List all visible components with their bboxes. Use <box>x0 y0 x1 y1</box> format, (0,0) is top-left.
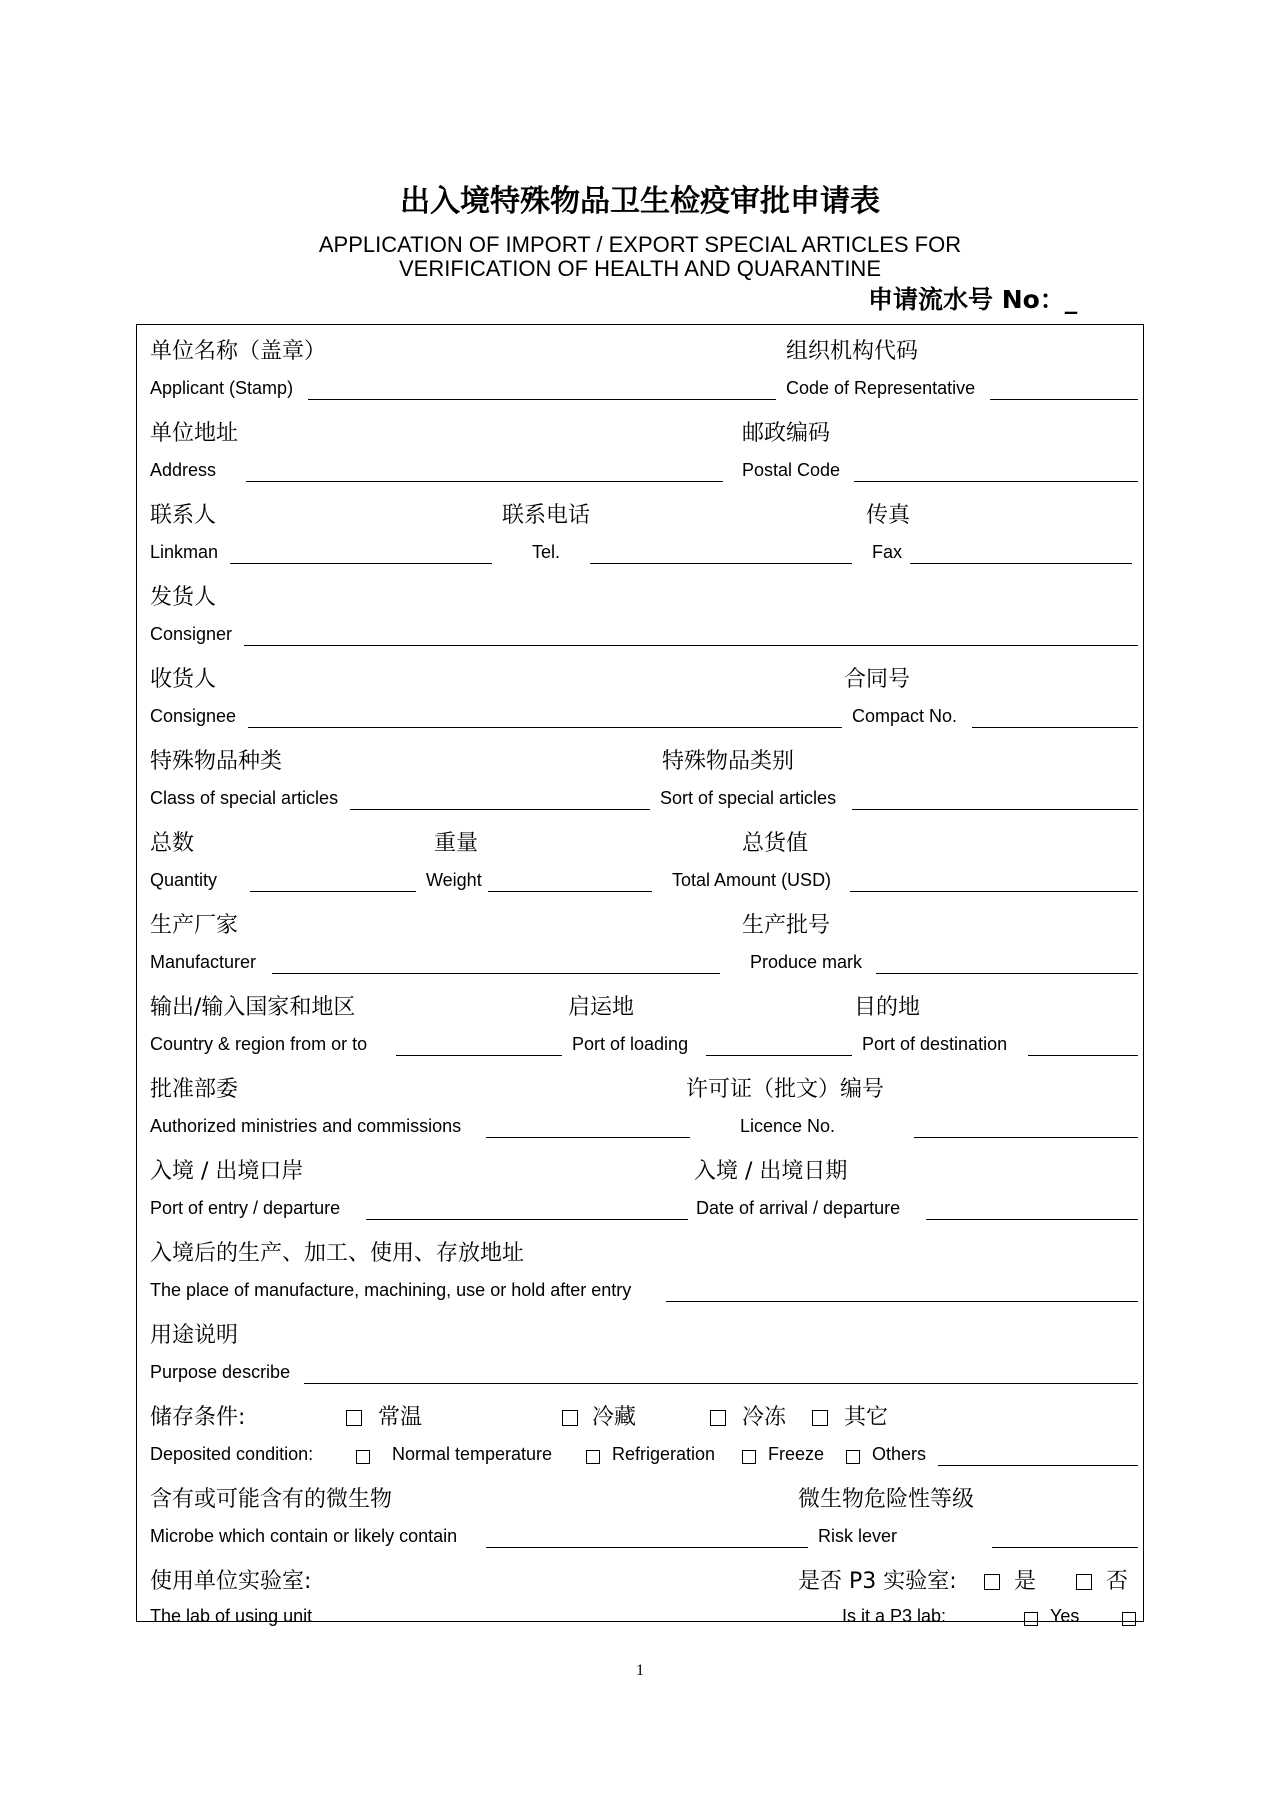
refrigeration-label-zh: 冷藏 <box>592 1405 637 1430</box>
normal-temp-checkbox[interactable] <box>356 1450 370 1464</box>
destination-label-zh: 目的地 <box>854 995 921 1020</box>
sort-label-zh: 特殊物品类别 <box>662 749 795 774</box>
port-entry-label-zh: 入境 / 出境口岸 <box>150 1159 304 1184</box>
consigner-label-zh: 发货人 <box>150 585 217 610</box>
date-arrival-label-en: Date of arrival / departure <box>696 1198 901 1218</box>
others-checkbox-zh[interactable] <box>812 1410 828 1426</box>
weight-field[interactable] <box>488 891 652 892</box>
consignee-label-en: Consignee <box>150 706 237 726</box>
consigner-label-en: Consigner <box>150 624 233 644</box>
destination-field[interactable] <box>1028 1055 1138 1056</box>
microbe-label-zh: 含有或可能含有的微生物 <box>150 1487 393 1512</box>
consignee-field[interactable] <box>248 727 842 728</box>
postal-field[interactable] <box>854 481 1138 482</box>
destination-label-en: Port of destination <box>862 1034 1008 1054</box>
microbe-label-en: Microbe which contain or likely contain <box>150 1526 458 1546</box>
purpose-label-en: Purpose describe <box>150 1362 291 1382</box>
date-arrival-field[interactable] <box>926 1219 1138 1220</box>
licence-label-zh: 许可证（批文）编号 <box>686 1077 885 1102</box>
compact-field[interactable] <box>972 727 1138 728</box>
compact-label-en: Compact No. <box>852 706 958 726</box>
subtitle-line-1: APPLICATION OF IMPORT / EXPORT SPECIAL ARTICLES FOR <box>318 232 962 257</box>
others-label-en: Others <box>872 1444 927 1464</box>
licence-label-en: Licence No. <box>740 1116 836 1136</box>
p3-label-en: Is it a P3 lab: <box>842 1606 947 1626</box>
page-number: 1 <box>636 1662 644 1679</box>
total-label-zh: 总货值 <box>742 831 809 856</box>
total-label-en: Total Amount (USD) <box>672 870 832 890</box>
applicant-field[interactable] <box>308 399 776 400</box>
p3-no-checkbox-zh[interactable] <box>1076 1574 1092 1590</box>
tel-label-en: Tel. <box>532 542 561 562</box>
loading-label-zh: 启运地 <box>568 995 635 1020</box>
serial-number-label: 申请流水号 No：_ <box>868 285 1078 314</box>
loading-field[interactable] <box>706 1055 852 1056</box>
date-arrival-label-zh: 入境 / 出境日期 <box>694 1159 848 1184</box>
freeze-checkbox-zh[interactable] <box>710 1410 726 1426</box>
address-label-zh: 单位地址 <box>150 421 239 446</box>
country-field[interactable] <box>396 1055 562 1056</box>
freeze-label-zh: 冷冻 <box>742 1405 787 1430</box>
authorized-label-en: Authorized ministries and commissions <box>150 1116 462 1136</box>
subtitle-line-2: VERIFICATION OF HEALTH AND QUARANTINE <box>398 256 881 281</box>
normal-temp-label-zh: 常温 <box>378 1405 423 1430</box>
produce-mark-field[interactable] <box>876 973 1138 974</box>
produce-mark-label-zh: 生产批号 <box>742 913 831 938</box>
applicant-label-en: Applicant (Stamp) <box>150 378 294 398</box>
p3-label-zh: 是否 P3 实验室: <box>798 1569 957 1594</box>
purpose-label-zh: 用途说明 <box>150 1323 239 1348</box>
risk-field[interactable] <box>992 1547 1138 1548</box>
deposited-label-zh: 储存条件: <box>150 1405 246 1430</box>
fax-label-zh: 传真 <box>866 503 911 528</box>
p3-no-checkbox[interactable] <box>1122 1612 1136 1626</box>
refrigeration-checkbox[interactable] <box>586 1450 600 1464</box>
manufacturer-label-en: Manufacturer <box>150 952 257 972</box>
produce-mark-label-en: Produce mark <box>750 952 863 972</box>
lab-label-zh: 使用单位实验室: <box>150 1569 312 1594</box>
loading-label-en: Port of loading <box>572 1034 689 1054</box>
postal-label-zh: 邮政编码 <box>742 421 831 446</box>
purpose-field[interactable] <box>304 1383 1138 1384</box>
postal-label-en: Postal Code <box>742 460 841 480</box>
country-label-en: Country & region from or to <box>150 1034 368 1054</box>
linkman-label-en: Linkman <box>150 542 219 562</box>
port-entry-label-en: Port of entry / departure <box>150 1198 341 1218</box>
consigner-field[interactable] <box>244 645 1138 646</box>
applicant-label-zh: 单位名称（盖章） <box>150 339 327 364</box>
place-label-en: The place of manufacture, machining, use or hold after entry <box>150 1280 632 1300</box>
page-title: 出入境特殊物品卫生检疫审批申请表 <box>400 184 880 219</box>
compact-label-zh: 合同号 <box>844 667 911 692</box>
class-label-en: Class of special articles <box>150 788 339 808</box>
deposited-label-en: Deposited condition: <box>150 1444 314 1464</box>
others-field[interactable] <box>938 1465 1138 1466</box>
weight-label-en: Weight <box>426 870 482 890</box>
linkman-field[interactable] <box>230 563 492 564</box>
total-field[interactable] <box>850 891 1138 892</box>
sort-label-en: Sort of special articles <box>660 788 837 808</box>
fax-label-en: Fax <box>872 542 903 562</box>
quantity-field[interactable] <box>250 891 416 892</box>
sort-field[interactable] <box>852 809 1138 810</box>
freeze-label-en: Freeze <box>768 1444 825 1464</box>
microbe-field[interactable] <box>486 1547 808 1548</box>
others-checkbox[interactable] <box>846 1450 860 1464</box>
manufacturer-label-zh: 生产厂家 <box>150 913 239 938</box>
address-field[interactable] <box>246 481 723 482</box>
place-field[interactable] <box>666 1301 1138 1302</box>
place-label-zh: 入境后的生产、加工、使用、存放地址 <box>150 1241 525 1266</box>
port-entry-field[interactable] <box>366 1219 688 1220</box>
refrigeration-checkbox-zh[interactable] <box>562 1410 578 1426</box>
class-field[interactable] <box>350 809 650 810</box>
authorized-field[interactable] <box>486 1137 690 1138</box>
others-label-zh: 其它 <box>844 1405 889 1430</box>
tel-label-zh: 联系电话 <box>502 503 591 528</box>
weight-label-zh: 重量 <box>434 831 479 856</box>
freeze-checkbox[interactable] <box>742 1450 756 1464</box>
country-label-zh: 输出/输入国家和地区 <box>150 995 356 1020</box>
p3-yes-checkbox-zh[interactable] <box>984 1574 1000 1590</box>
tel-field[interactable] <box>590 563 852 564</box>
address-label-en: Address <box>150 460 217 480</box>
p3-yes-label-en: Yes <box>1050 1606 1080 1626</box>
quantity-label-zh: 总数 <box>150 831 195 856</box>
fax-field[interactable] <box>910 563 1132 564</box>
code-field[interactable] <box>990 399 1138 400</box>
authorized-label-zh: 批准部委 <box>150 1077 239 1102</box>
p3-yes-label-zh: 是 <box>1014 1569 1037 1594</box>
risk-label-en: Risk lever <box>818 1526 898 1546</box>
linkman-label-zh: 联系人 <box>150 503 217 528</box>
risk-label-zh: 微生物危险性等级 <box>798 1487 975 1512</box>
lab-label-en: The lab of using unit <box>150 1606 313 1626</box>
consignee-label-zh: 收货人 <box>150 667 217 692</box>
quantity-label-en: Quantity <box>150 870 218 890</box>
p3-yes-checkbox[interactable] <box>1024 1612 1038 1626</box>
class-label-zh: 特殊物品种类 <box>150 749 283 774</box>
refrigeration-label-en: Refrigeration <box>612 1444 716 1464</box>
normal-temp-label-en: Normal temperature <box>392 1444 553 1464</box>
normal-temp-checkbox-zh[interactable] <box>346 1410 362 1426</box>
manufacturer-field[interactable] <box>272 973 720 974</box>
licence-field[interactable] <box>914 1137 1138 1138</box>
code-label-zh: 组织机构代码 <box>786 339 919 364</box>
p3-no-label-zh: 否 <box>1106 1569 1129 1594</box>
code-label-en: Code of Representative <box>786 378 976 398</box>
